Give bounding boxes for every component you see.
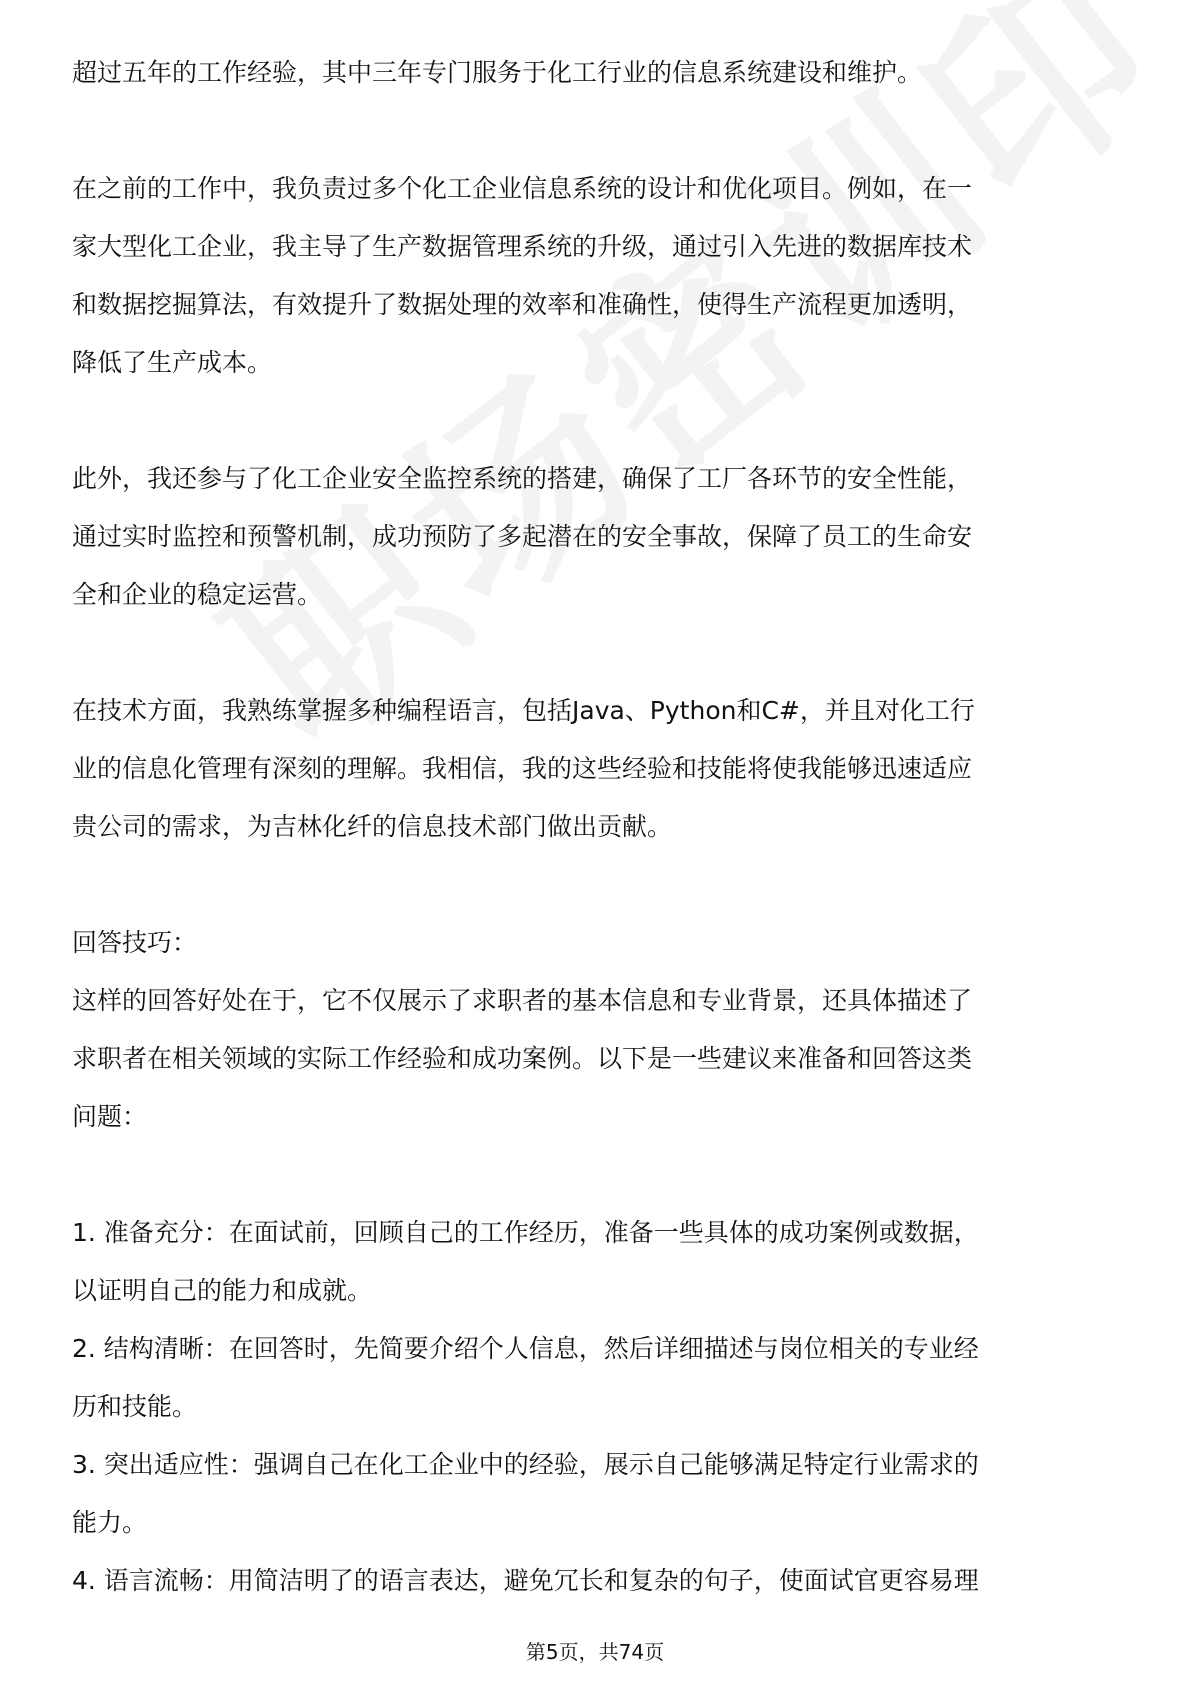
text-line: 问题： xyxy=(72,1102,148,1131)
tips-heading: 回答技巧： xyxy=(72,928,198,957)
text-line: 在之前的工作中，我负责过多个化工企业信息系统的设计和优化项目。例如，在一 xyxy=(72,174,973,203)
page-number: 第5页，共74页 xyxy=(525,1640,665,1664)
tip-item: 4. 语言流畅：用简洁明了的语言表达，避免冗长和复杂的句子，使面试官更容易理 xyxy=(72,1566,979,1595)
text-line: 全和企业的稳定运营。 xyxy=(72,580,323,609)
text-line: 超过五年的工作经验，其中三年专门服务于化工行业的信息系统建设和维护。 xyxy=(72,58,923,87)
text-line: 和数据挖掘算法，有效提升了数据处理的效率和准确性，使得生产流程更加透明， xyxy=(72,290,973,319)
tip-item: 能力。 xyxy=(72,1508,148,1537)
text-line: 业的信息化管理有深刻的理解。我相信，我的这些经验和技能将使我能够迅速适应 xyxy=(72,754,973,783)
text-line: 家大型化工企业，我主导了生产数据管理系统的升级，通过引入先进的数据库技术 xyxy=(72,232,973,261)
tip-item: 3. 突出适应性：强调自己在化工企业中的经验，展示自己能够满足特定行业需求的 xyxy=(72,1450,979,1479)
text-line: 这样的回答好处在于，它不仅展示了求职者的基本信息和专业背景，还具体描述了 xyxy=(72,986,973,1015)
text-line: 此外，我还参与了化工企业安全监控系统的搭建，确保了工厂各环节的安全性能， xyxy=(72,464,973,493)
tip-item: 历和技能。 xyxy=(72,1392,198,1421)
text-line: 在技术方面，我熟练掌握多种编程语言，包括Java、Python和C#，并且对化工行 xyxy=(72,696,975,725)
text-line: 求职者在相关领域的实际工作经验和成功案例。以下是一些建议来准备和回答这类 xyxy=(72,1044,973,1073)
tip-item: 2. 结构清晰：在回答时，先简要介绍个人信息，然后详细描述与岗位相关的专业经 xyxy=(72,1334,979,1363)
text-line: 通过实时监控和预警机制，成功预防了多起潜在的安全事故，保障了员工的生命安 xyxy=(72,522,973,551)
tip-item: 1. 准备充分：在面试前，回顾自己的工作经历，准备一些具体的成功案例或数据， xyxy=(72,1218,979,1247)
text-line: 降低了生产成本。 xyxy=(72,348,273,377)
text-line: 贵公司的需求，为吉林化纤的信息技术部门做出贡献。 xyxy=(72,812,673,841)
document-body xyxy=(72,44,1118,1610)
tip-item: 以证明自己的能力和成就。 xyxy=(72,1276,373,1305)
